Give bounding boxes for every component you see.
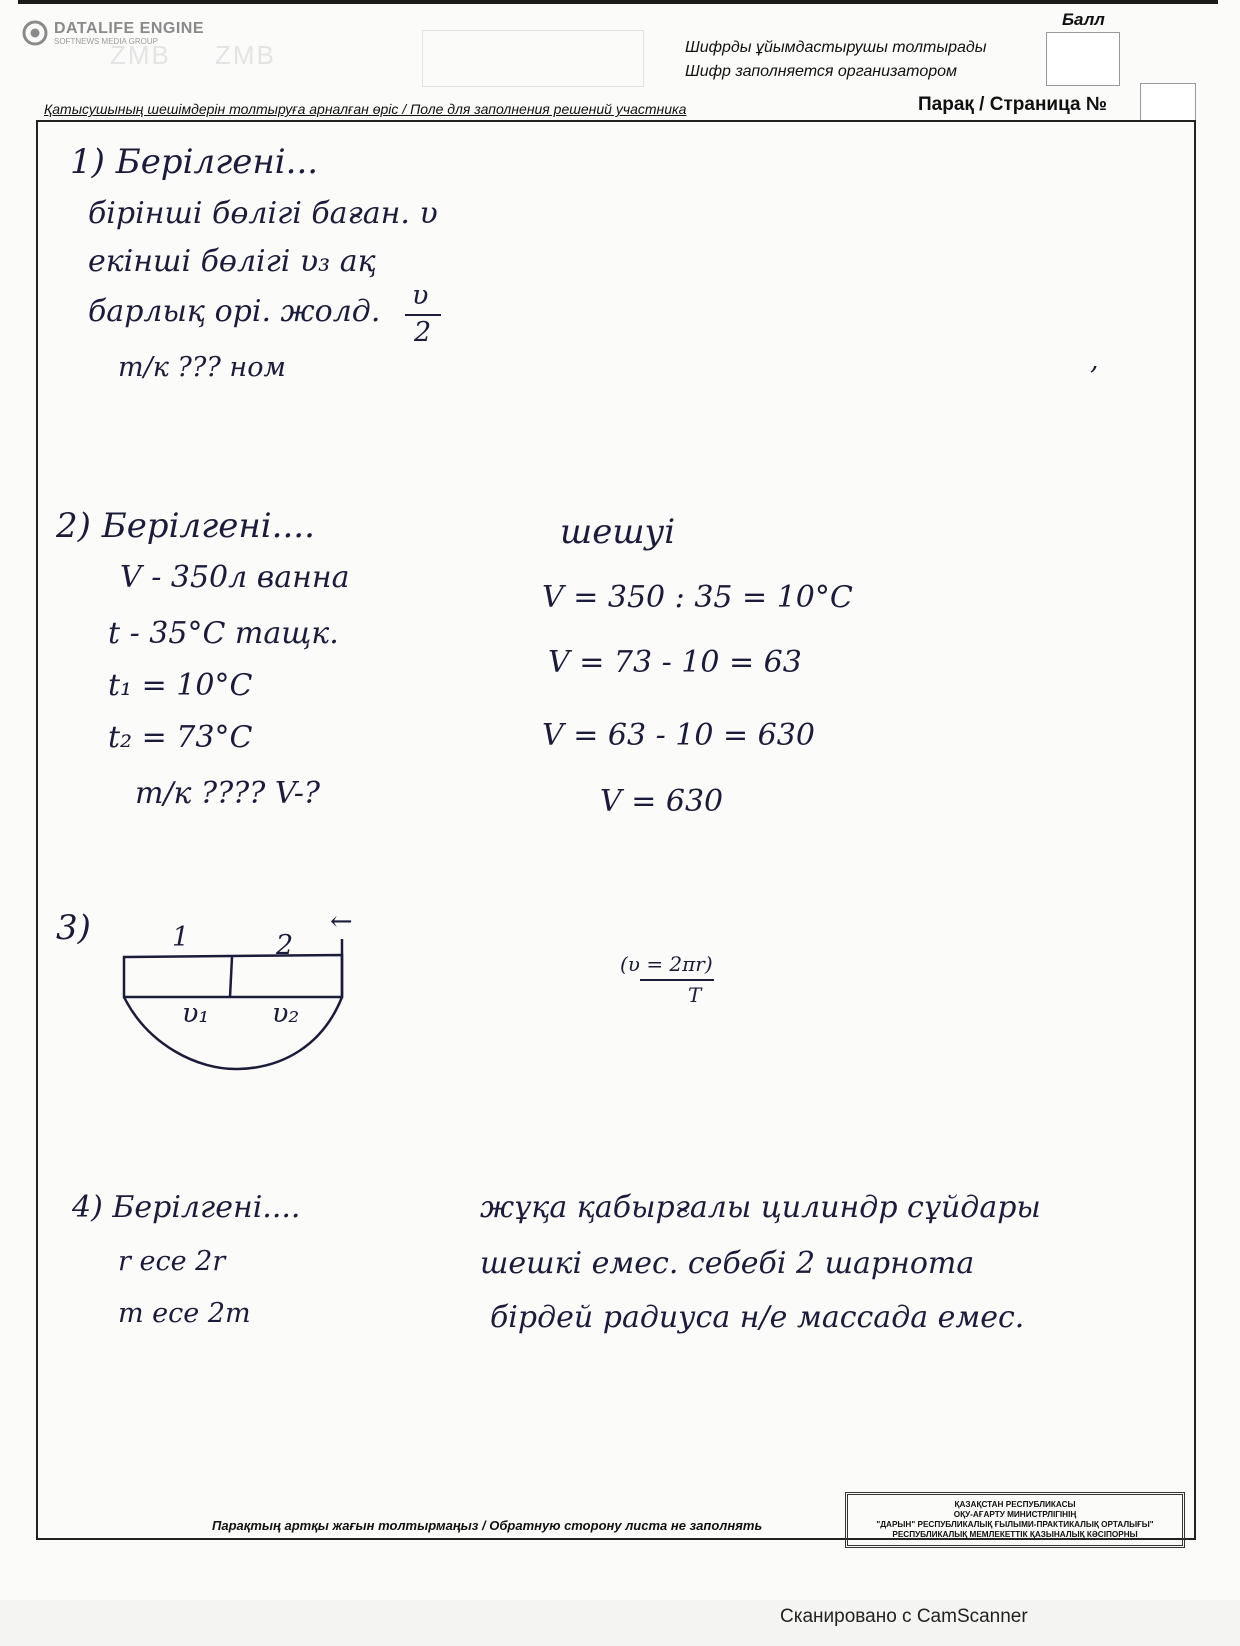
answer-sheet: DATALIFE ENGINE SOFTNEWS MEDIA GROUP ZMB ZMB Шифрды ұйымдастырушы толтырады Шифр заполняется организатором Балл Қатысушының шешімдерін толтыруға арналған өріс / Поле для заполнения решений участника Парақ / Страница № 1) Берілгені... бірінші бөлігі баған. υ екінші бөлігі υ₃ ақ барлық орі. жолд. υ 2 m/к ??? ном , 2) Берілгені.... V - 350л ванна t - 35°С тащк. t₁ = 10°С t₂ = 73°С m/к ???? V-? шешуі V = 350 : 35 = 10°С V = 73 - 10 = 63 V = 63 - 10 = 630 V = 630 3) 1 2 υ₁ υ₂ ← (υ = 2πr) T 4) Берілгені.... r есе 2r m есе 2m жұқа қабырғалы цилиндр сұйдары шешкі емес. себебі 2 шарнота бірдей радиуса н/е массада емес. Парақтың артқы жағын толтырмаңыз / Обратную сторону листа не заполнять ҚАЗАҚСТАН РЕСПУБЛИКАСЫ ОҚУ-АҒАРТУ МИНИСТРЛІГІНІҢ "ДАРЫН" РЕСПУБЛИКАЛЫҚ ҒЫЛЫМИ-ПРАКТИКАЛЫҚ ОРТАЛЫҒЫ" РЕСПУБЛИКАЛЫҚ МЕМЛЕКЕТТІК ҚАЗЫНАЛЫҚ КӘСІПОРНЫ [0,0,1240,1600]
p1-fraction-num: υ [412,280,429,311]
p2-line: t₁ = 10°С [108,668,253,703]
page-number-box [1140,83,1196,121]
p4-line: r есе 2r [118,1246,226,1277]
dle-logo-icon [22,20,48,46]
p2-line: t - 35°С тащк. [108,616,339,651]
p2-line: m/к ???? V-? [135,776,321,811]
p3-number: 3) [56,908,91,948]
p3-arrow: ← [330,906,353,937]
cipher-note-kz: Шифрды ұйымдастырушы толтырады [685,39,987,56]
stamp-line: ОҚУ-АҒАРТУ МИНИСТРЛІГІНІҢ [953,1510,1077,1519]
p2-line: t₂ = 73°С [108,720,253,755]
p4-given-heading: 4) Берілгені.... [72,1190,301,1225]
field-label: Қатысушының шешімдерін толтыруға арналған өріс / Поле для заполнения решений участника [44,101,687,117]
stamp-line: РЕСПУБЛИКАЛЫҚ МЕМЛЕКЕТТІК ҚАЗЫНАЛЫҚ КӘСІПОРНЫ [892,1530,1138,1539]
p1-given-heading: 1) Берілгені... [70,142,319,182]
p3-formula-num: (υ = 2πr) [620,952,713,976]
back-side-note: Парақтың артқы жағын толтырмаңыз / Обратную сторону листа не заполнять [212,1518,763,1533]
p3-formula-den: T [688,983,702,1007]
cipher-note-ru: Шифр заполняется организатором [685,63,957,80]
p1-line: екінші бөлігі υ₃ ақ [88,244,376,279]
p3-label-part2: 2 [276,930,294,961]
stamp-line: "ДАРЫН" РЕСПУБЛИКАЛЫҚ ҒЫЛЫМИ-ПРАКТИКАЛЫҚ ОРТАЛЫҒЫ" [876,1520,1154,1529]
p3-formula-bar [640,978,720,982]
brand-subtitle: SOFTNEWS MEDIA GROUP [54,36,159,46]
p1-fraction-den: 2 [414,317,432,348]
watermark-text: ZMB [215,40,276,70]
score-box [1046,32,1120,86]
p2-step: V = 630 [600,784,724,819]
p4-line: m есе 2m [118,1298,251,1329]
organizer-stamp [845,1492,1185,1548]
p2-step: V = 73 - 10 = 63 [548,645,802,680]
top-rule [18,0,1218,4]
faint-box [422,30,644,87]
p3-label-v1: υ₁ [182,998,210,1029]
score-label: Балл [1062,10,1105,29]
watermark-text: ZMB [110,40,171,70]
p1-line: бірінші бөлігі баған. υ [88,196,438,231]
cipher-note [685,36,987,84]
brand-name: DATALIFE ENGINE [54,19,205,37]
p1-line: барлық орі. жолд. [88,294,381,329]
p2-solution-title: шешуі [560,512,676,552]
p4-answer-line: жұқа қабырғалы цилиндр сұйдары [480,1190,1041,1225]
p3-diagram [118,935,358,1075]
p2-given-heading: 2) Берілгені.... [56,506,315,546]
p2-step: V = 350 : 35 = 10°С [542,580,853,615]
p1-line: m/к ??? ном [118,352,286,383]
p2-line: V - 350л ванна [120,560,350,595]
page-number-label: Парақ / Страница № [918,94,1108,115]
scanner-footer: Сканировано с CamScanner [780,1606,1028,1627]
stamp-line: ҚАЗАҚСТАН РЕСПУБЛИКАСЫ [954,1500,1076,1509]
p2-step: V = 63 - 10 = 630 [542,718,815,753]
p3-label-part1: 1 [172,922,190,953]
p3-label-v2: υ₂ [272,998,300,1029]
p4-answer-line: бірдей радиуса н/е массада емес. [490,1300,1025,1335]
p4-answer-line: шешкі емес. себебі 2 шарнота [480,1246,975,1281]
